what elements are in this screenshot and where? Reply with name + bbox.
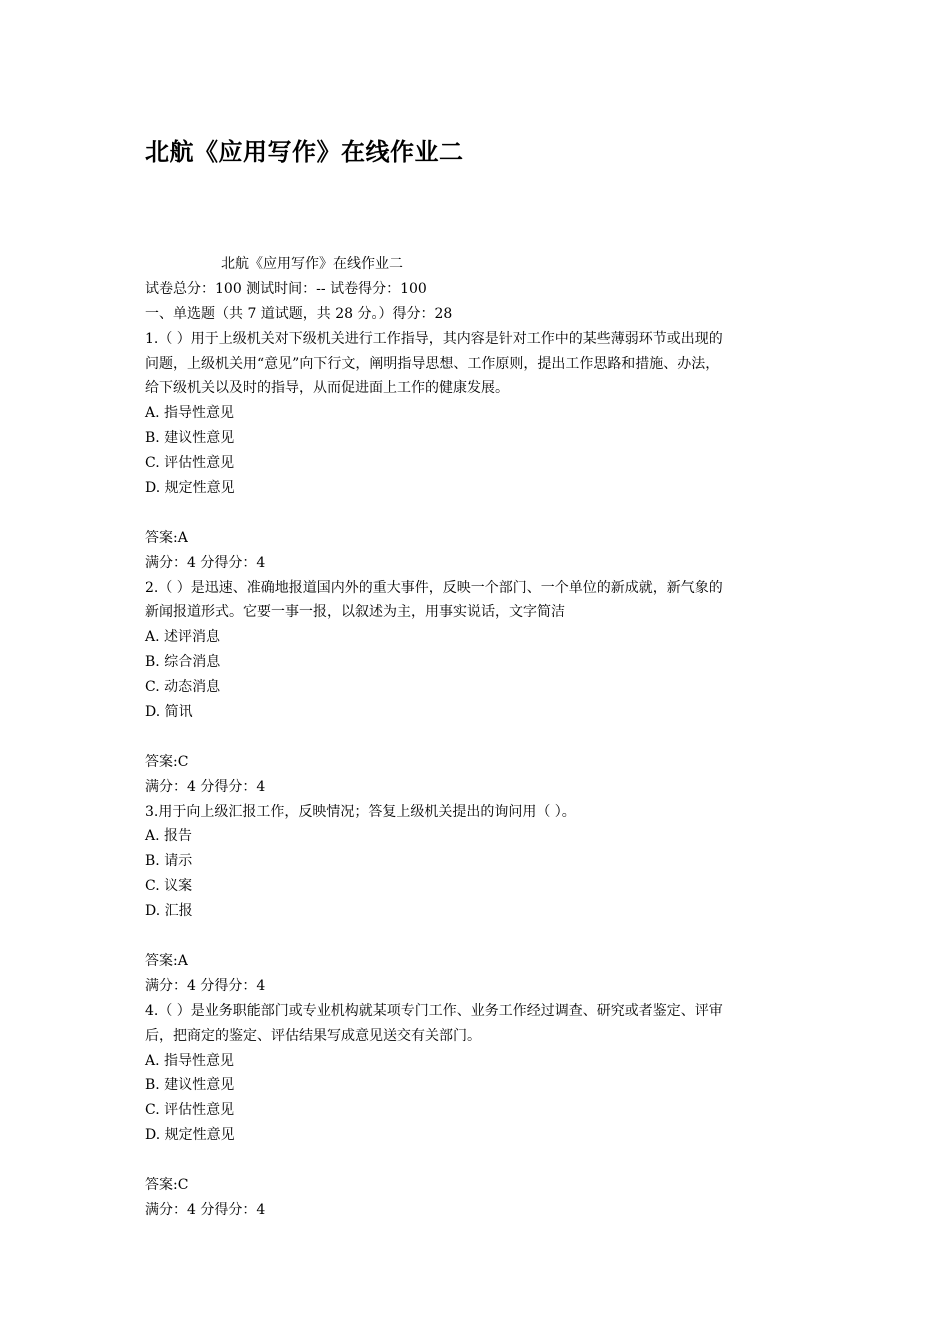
correct-answer: 答案:C: [145, 753, 189, 770]
answer-option: A. 述评消息: [145, 629, 221, 646]
correct-answer: 答案:A: [145, 529, 188, 546]
question-stem-line: 给下级机关以及时的指导，从而促进面上工作的健康发展。: [145, 380, 509, 397]
question-stem-line: 1.（ ）用于上级机关对下级机关进行工作指导，其内容是针对工作中的某些薄弱环节或出现的: [145, 330, 723, 347]
answer-option: A. 指导性意见: [145, 1052, 235, 1069]
correct-answer: 答案:C: [145, 1176, 189, 1193]
question-stem-line: 3.用于向上级汇报工作，反映情况；答复上级机关提出的询问用（ ）。: [145, 803, 576, 820]
document-title: 北航《应用写作》在线作业二: [145, 138, 464, 166]
score-line: 满分：4 分得分：4: [145, 1201, 266, 1218]
blank-line: [145, 1148, 813, 1173]
score-line: 满分：4 分得分：4: [145, 977, 266, 994]
question-block: [145, 800, 813, 999]
answer-option: B. 请示: [145, 853, 193, 870]
question-stem-line: 新闻报道形式。它要一事一报，以叙述为主，用事实说话，文字简洁: [145, 604, 565, 621]
question-stem-line: 4.（ ）是业务职能部门或专业机构就某项专门工作、业务工作经过调查、研究或者鉴定、评审: [145, 1002, 723, 1019]
answer-option: A. 报告: [145, 828, 193, 845]
blank-line: [145, 924, 813, 949]
answer-option: B. 综合消息: [145, 654, 221, 671]
answer-option: A. 指导性意见: [145, 405, 235, 422]
exam-subtitle: 北航《应用写作》在线作业二: [221, 256, 403, 272]
question-block: [145, 327, 813, 576]
answer-option: C. 动态消息: [145, 679, 221, 696]
answer-option: C. 评估性意见: [145, 1102, 235, 1119]
score-line: 满分：4 分得分：4: [145, 554, 266, 571]
answer-option: B. 建议性意见: [145, 1077, 235, 1094]
answer-option: B. 建议性意见: [145, 430, 235, 447]
question-stem-line: 问题，上级机关用“意见”向下行文，阐明指导思想、工作原则，提出工作思路和措施、办法，: [145, 355, 720, 372]
answer-option: C. 评估性意见: [145, 455, 235, 472]
answer-option: C. 议案: [145, 878, 193, 895]
question-block: [145, 576, 813, 800]
document-body: [145, 252, 813, 1223]
answer-option: D. 规定性意见: [145, 1127, 235, 1144]
score-line: 满分：4 分得分：4: [145, 778, 266, 795]
question-block: [145, 999, 813, 1223]
correct-answer: 答案:A: [145, 952, 188, 969]
blank-line: [145, 725, 813, 750]
exam-summary: 试卷总分：100 测试时间：-- 试卷得分：100: [145, 280, 427, 297]
answer-option: D. 汇报: [145, 903, 193, 920]
answer-option: D. 简讯: [145, 704, 193, 721]
question-stem-line: 2.（ ）是迅速、准确地报道国内外的重大事件，反映一个部门、一个单位的新成就，新气象的: [145, 579, 723, 596]
question-list: [145, 327, 813, 1223]
section-header: 一、单选题（共 7 道试题，共 28 分。）得分：28: [145, 305, 453, 322]
answer-option: D. 规定性意见: [145, 480, 235, 497]
question-stem-line: 后，把商定的鉴定、评估结果写成意见送交有关部门。: [145, 1027, 481, 1044]
blank-line: [145, 501, 813, 526]
